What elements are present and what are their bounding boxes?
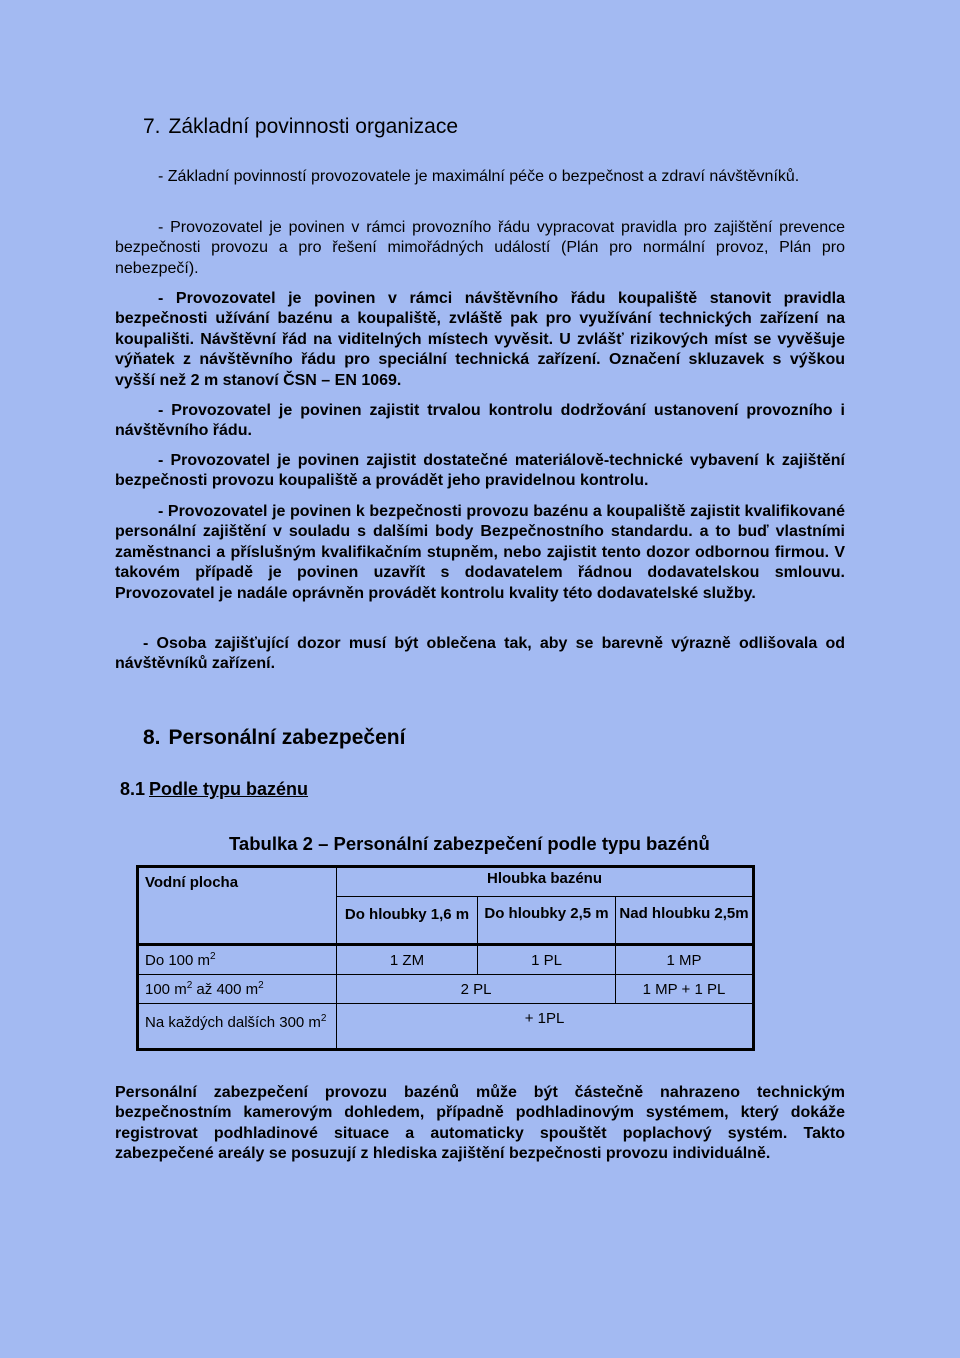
paragraph-7-4: - Provozovatel je povinen zajistit trvalou kontrolu dodržování ustanovení provozního i návštěvního řádu.: [115, 402, 845, 440]
paragraph-7-1: - Základní povinností provozovatele je maximální péče o bezpečnost a zdraví návštěvníků.: [158, 168, 800, 185]
row-3-value: + 1PL: [337, 1004, 754, 1050]
row-2-col-1-2: 2 PL: [337, 975, 616, 1004]
row-1-col-2: 1 PL: [478, 945, 616, 975]
header-depth-2-5: Do hloubky 2,5 m: [478, 897, 616, 945]
paragraph-7-3: - Provozovatel je povinen v rámci návštěvního řádu koupaliště stanovit pravidla bezpečnosti užívání bazénu a koupaliště, zvláště pak pro využívání technických zařízení na koupališti. Návštěvní řád na viditelných místech vyvěsit. U zvlášť rizikových míst se vyvěšuje výňatek z návštěvního řádu pro speciální technická zařízení. Označení skluzavek s výškou vyšší než 2 m stanoví ČSN – EN 1069.: [115, 290, 845, 389]
paragraph-7-7: - Osoba zajišťující dozor musí být oblečena tak, aby se barevně výrazně odlišovala od návštěvníků zařízení.: [115, 635, 845, 673]
section-7-number: 7.: [143, 115, 161, 138]
row-1-label: Do 100 $m^2$: [138, 945, 337, 975]
section-7-heading: [143, 115, 458, 139]
closing-paragraph: Personální zabezpečení provozu bazénů může být částečně nahrazeno technickým bezpečnostním kamerovým dohledem, případně podhladinovým systémem, který dokáže registrovat podhladinové situace a automaticky spouštět poplachový systém. Takto zabezpečené areály se posuzují z hlediska zajištění bezpečnosti provozu individuálně.: [115, 1084, 845, 1163]
table-caption: Tabulka 2 – Personální zabezpečení podle typu bazénů: [229, 833, 710, 854]
header-depth-1-6: Do hloubky 1,6 m: [337, 897, 478, 945]
subsection-8-1-number: 8.1: [120, 779, 146, 799]
paragraph-7-5: - Provozovatel je povinen zajistit dostatečné materiálově-technické vybavení k zajištění bezpečnosti provozu koupaliště a provádět jeho pravidelnou kontrolu.: [115, 452, 845, 490]
header-depth-over-2-5: Nad hloubku 2,5m: [616, 897, 754, 945]
row-1-col-3: 1 MP: [616, 945, 754, 975]
row-3-label: Na každých dalších 300 $m^2$: [138, 1004, 337, 1050]
section-7-title: Základní povinnosti organizace: [168, 115, 459, 138]
row-2-label: 100 $m^2$ až 400 $m^2$: [138, 975, 337, 1004]
header-depth: Hloubka bazénu: [337, 867, 754, 897]
staffing-table: [136, 865, 755, 1051]
row-2-col-3: 1 MP + 1 PL: [616, 975, 754, 1004]
paragraph-7-6: - Provozovatel je povinen k bezpečnosti provozu bazénu a koupaliště zajistit kvalifikované personální zajištění v souladu s dalšími body Bezpečnostního standardu. a to buď vlastními zaměstnanci a příslušným kvalifikačním stupněm, nebo zajistit tento dozor odbornou firmou. V takovém případě je povinen uzavřít s dodavatelem řádnou dodavatelskou smlouvu. Provozovatel je nadále oprávněn provádět kontrolu kvality této dodavatelské služby.: [115, 503, 845, 602]
section-8-number: 8.: [143, 726, 161, 749]
paragraph-7-2: - Provozovatel je povinen v rámci provozního řádu vypracovat pravidla pro zajištění prevence bezpečnosti provozu a pro řešení mimořádných událostí (Plán pro normální provoz, Plán pro nebezpečí).: [115, 219, 845, 277]
subsection-8-1-heading: [120, 779, 308, 800]
subsection-8-1-title: Podle typu bazénu: [149, 779, 309, 799]
header-water-area: Vodní plocha: [138, 867, 337, 945]
row-1-col-1: 1 ZM: [337, 945, 478, 975]
section-8-heading: [143, 726, 405, 750]
section-8-title: Personální zabezpečení: [168, 726, 406, 749]
